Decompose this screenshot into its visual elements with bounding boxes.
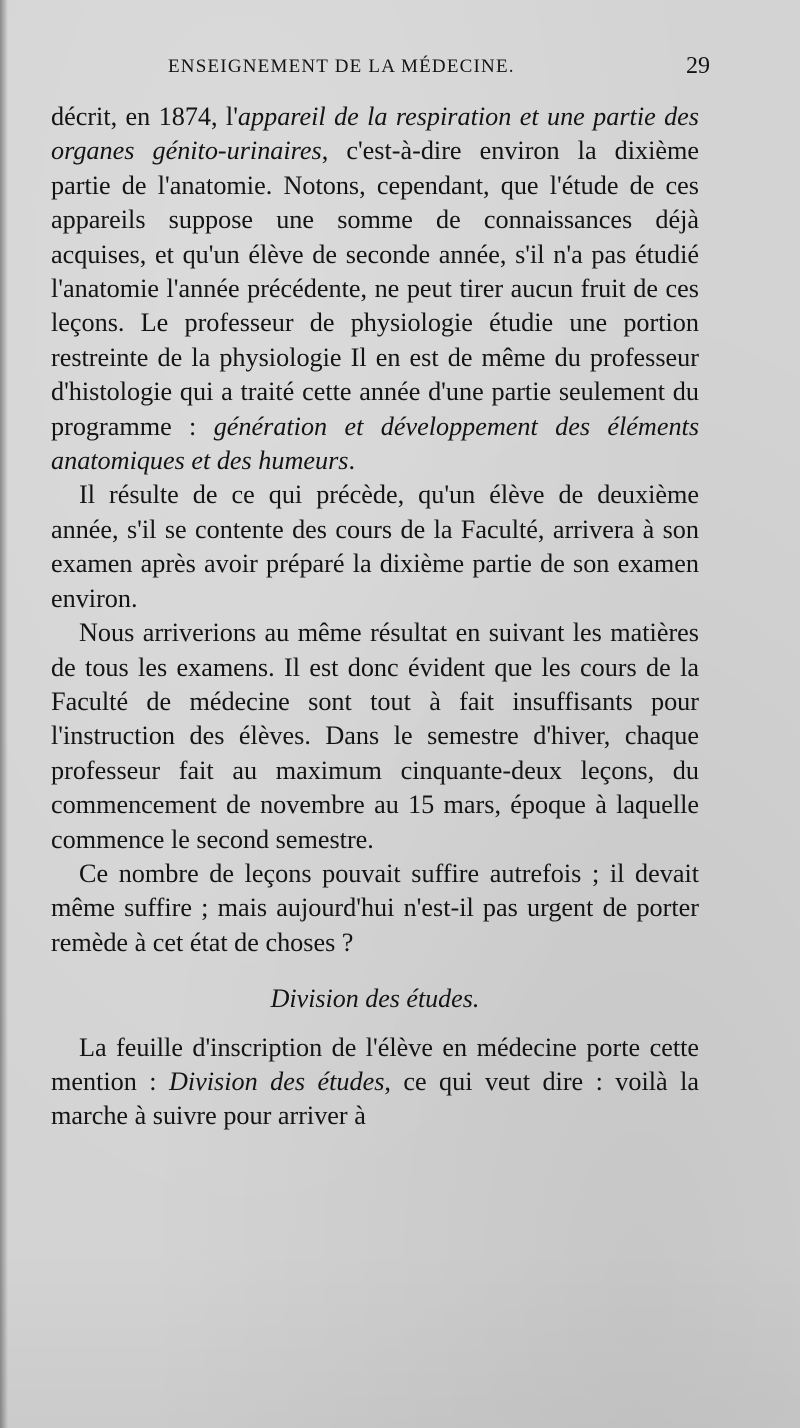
p5-text-c: , ce qui veut dire : voilà la marche à suivre pour arriver à [51, 1066, 699, 1131]
p5-italic-b: Division des études [168, 1066, 385, 1096]
p1-text-c: , c'est-à-dire environ la dixième partie de l'anatomie. Notons, cependant, que l'étude de ces appareils suppose une somme de connaissances déjà acquises, et qu'un élève de seconde année, s'il n'a pas étudié l'anatomie l'année précédente, ne peut tirer aucun fruit de ces leçons. Le professeur de physiologie étudie une portion restreinte de la physiologie Il en est de même du professeur d'histologie qui a traité cette année d'une partie seulement du programme : [51, 136, 699, 441]
paragraph-4: Ce nombre de leçons pouvait suffire autrefois ; il devait même suffire ; mais aujourd'hui n'est-il pas urgent de porter remède à cet état de choses ? [51, 858, 699, 957]
page-number: 29 [686, 53, 710, 79]
section-title: Division des études. [270, 984, 480, 1014]
p1-text-e: . [348, 446, 356, 476]
p1-italic-d: génération et développement des éléments anatomiques et des humeurs [51, 411, 700, 476]
paragraph-1 [51, 100, 699, 478]
p5-text-a: La feuille d'inscription de l'élève en médecine porte cette mention : [51, 1032, 699, 1096]
p1-text-a: décrit, en 1874, l' [51, 102, 238, 131]
paper-shade [0, 1248, 800, 1428]
paragraph-3: Nous arriverions au même résultat en suivant les matières de tous les examens. Il est donc évident que les cours de la Faculté de médecine sont tout à fait insuffisants pour l'instruction des élèves. Dans le semestre d'hiver, chaque professeur fait au maximum cinquante-deux leçons, du commencement de novembre au 15 mars, époque à laquelle commence le second semestre. [51, 618, 699, 854]
paragraph-2: Il résulte de ce qui précède, qu'un élève de deuxième année, s'il se contente des cours de la Faculté, arrivera à son examen après avoir préparé la dixième partie de son examen environ. [51, 480, 699, 613]
page-edge-shadow [0, 0, 8, 1428]
running-head: ENSEIGNEMENT DE LA MÉDECINE. [168, 56, 515, 77]
p1-italic-b: appareil de la respiration et une partie des organes génito-urinaires [51, 102, 699, 166]
body-text [51, 100, 699, 1134]
page-header [120, 53, 710, 90]
paragraph-5 [51, 1031, 699, 1134]
